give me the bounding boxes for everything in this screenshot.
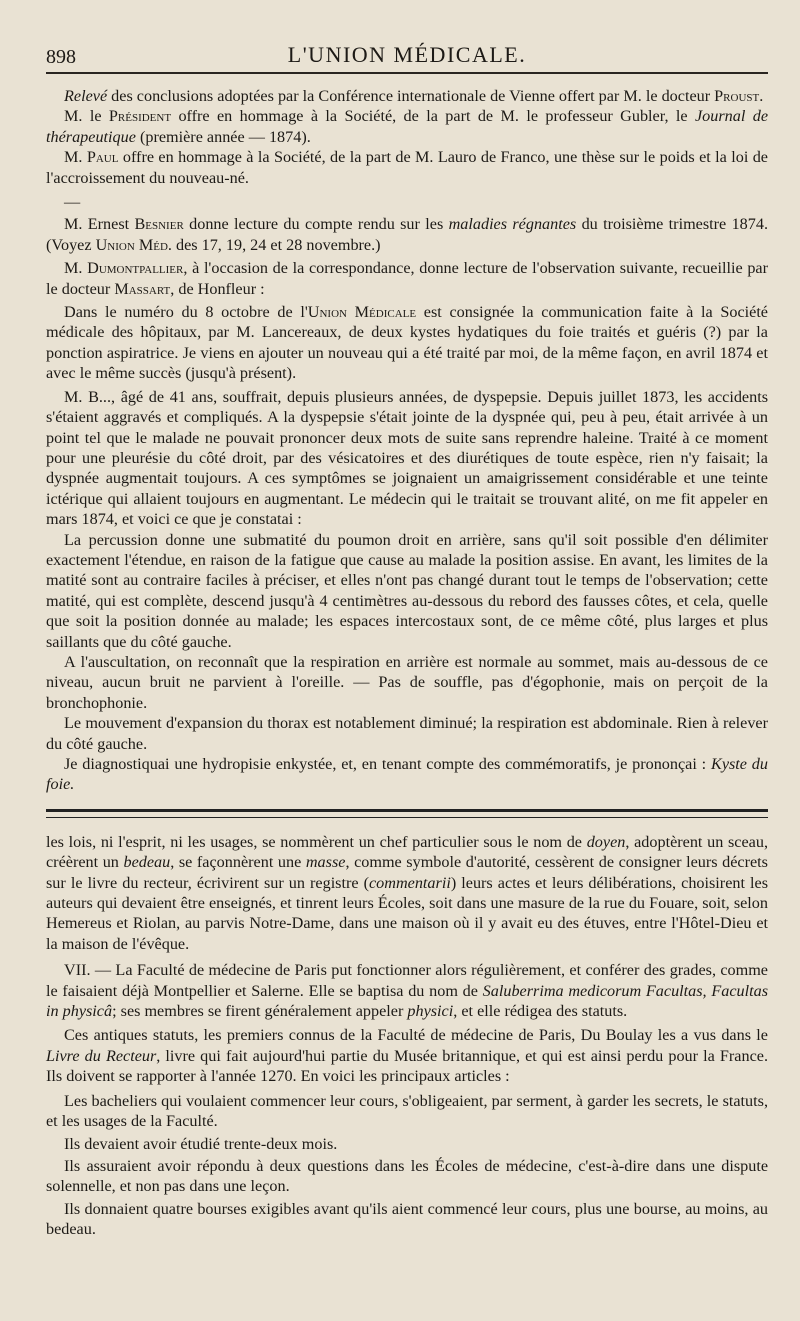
statute-article: Ils donnaient quatre bourses exigibles avant qu'ils aient commencé leur cours, plus une bourse, au moins, au bedeau. [46,1199,768,1239]
feuilleton-paragraph: VII. — La Faculté de médecine de Paris put fonctionner alors régulièrement, et conférer des grades, comme le faisaient déjà Montpellier et Salerne. Elle se baptisa du nom de Saluberrima medicorum Facultas, Facultas in physicâ; ses membres se firent généralement appeler physici, et elle rédigea des statuts. [46,961,768,1021]
minutes-paragraph: M. le Président offre en hommage à la Société, de la part de M. le professeur Gubler, le Journal de thérapeutique (première année — 1874). [46,107,769,146]
feuilleton-paragraph: Ces antiques statuts, les premiers connus de la Faculté de médecine de Paris, Du Boulay les a vus dans le Livre du Recteur, livre qui fait aujourd'hui partie du Musée britannique, et qui est ainsi perdu pour la France. Ils doivent se rapporter à l'année 1270. En voici les principaux articles : [46,1026,768,1086]
running-title: L'UNION MÉDICALE. [287,42,527,67]
statute-article: Les bacheliers qui voulaient commencer leur cours, s'obligeaient, par serment, à garder les secrets, le statuts, et les usages de la Faculté. [46,1091,768,1131]
observation-paragraph: M. B..., âgé de 41 ans, souffrait, depuis plusieurs années, de dyspepsie. Depuis juillet 1873, les accidents s'étaient aggravés et compliqués. A la dyspepsie s'était jointe de la dyspnée qui, peu à peu, était arrivée à un point tel que le malade ne pouvait prononcer deux mots de suite sans reprendre haleine. Traité à ce moment pour une pleurésie du côté droit, par des vésicatoires et des diurétiques de toute espèce, rien n'y faisait; la dyspnée augmentait toujours. A ces symptômes se joignaient un amaigrissement considérable et une teinte ictérique qui allaient toujours en augmentant. Le médecin qui le traitait se trouvant alité, on me fit appeler en mars 1874, et voici ce que je constatai : [46,387,768,529]
besnier-paragraph: M. Ernest Besnier donne lecture du compte rendu sur les maladies régnantes du troisième trimestre 1874. (Voyez Union Méd. des 17, 19, 24 et 28 novembre.) [46,215,768,254]
section-separator: — [64,193,81,212]
observation-paragraph: La percussion donne une submatité du poumon droit en arrière, sans qu'il soit possible d'en délimiter exactement l'étendue, en raison de la fatigue que cause au malade la position assise. En avant, les limites de la matité sont au contraire faciles à préciser, et elles n'ont pas changé durant tout le temps de l'observation; cette matité, qui est complète, descend jusqu'à 4 centimètres au-dessous du rebord des fausses côtes, et cela, quelle que soit la position donnée au malade; les espaces intercostaux sont, de ce même côté, plus larges et plus saillants que du côté gauche. [46,530,768,651]
observation-intro: Dans le numéro du 8 octobre de l'Union Médicale est consignée la communication faite à la Société médicale des hôpitaux, par M. Lancereaux, de deux kystes hydatiques du foie traités et guéris (?) par la ponction aspiratrice. Je viens en ajouter un nouveau qui a été traité par moi, de la même façon, en avril 1874 et avec le même succès (jusqu'à présent). [46,303,768,383]
minutes-paragraph: Relevé des conclusions adoptées par la Conférence internationale de Vienne offert par M. le docteur Proust. [64,87,764,105]
page-number: 898 [46,46,76,68]
dumontpallier-paragraph: M. Dumontpallier, à l'occasion de la correspondance, donne lecture de l'observation suivante, recueillie par le docteur Massart, de Honfleur : [46,259,768,298]
running-head [46,0,768,68]
diagnosis-paragraph: Je diagnostiquai une hydropisie enkystée, et, en tenant compte des commémoratifs, je prononçai : Kyste du foie. [46,755,768,794]
feuilleton-paragraph: les lois, ni l'esprit, ni les usages, se nommèrent un chef particulier sous le nom de doyen, adoptèrent un sceau, créèrent un bedeau, se façonnèrent une masse, comme symbole d'autorité, cessèrent de consigner leurs décrets sur le livre du recteur, écrivirent sur un registre (commentarii) leurs actes et leurs délibérations, choisirent les auteurs qui devaient être enseignés, et tinrent leurs Écoles, soit dans une masure de la rue du Fouare, soit, selon Hemereus et Riolan, au parvis Notre-Dame, dans une maison où il y avait eu des étuves, entre l'Hôtel-Dieu et la maison de l'évêque. [46,832,769,953]
statute-article: Ils devaient avoir étudié trente-deux mois. [64,1134,338,1153]
feuilleton [46,832,768,1240]
feuilleton-divider [46,809,768,818]
society-minutes [46,86,768,795]
header-rule [46,72,768,74]
observation-paragraph: A l'auscultation, on reconnaît que la respiration en arrière est normale au sommet, mais au-dessous de ce niveau, aucun bruit ne parvient à l'oreille. — Pas de souffle, pas d'égophonie, mais on perçoit de la bronchophonie. [46,652,768,712]
observation-paragraph: Le mouvement d'expansion du thorax est notablement diminué; la respiration est abdominale. Rien à relever du côté gauche. [46,714,768,753]
statute-article: Ils assuraient avoir répondu à deux questions dans les Écoles de médecine, c'est-à-dire dans une dispute solennelle, et non pas dans une leçon. [46,1156,768,1196]
minutes-paragraph: M. Paul offre en hommage à la Société, de la part de M. Lauro de Franco, une thèse sur le poids et la loi de l'accroissement du nouveau-né. [46,148,768,187]
